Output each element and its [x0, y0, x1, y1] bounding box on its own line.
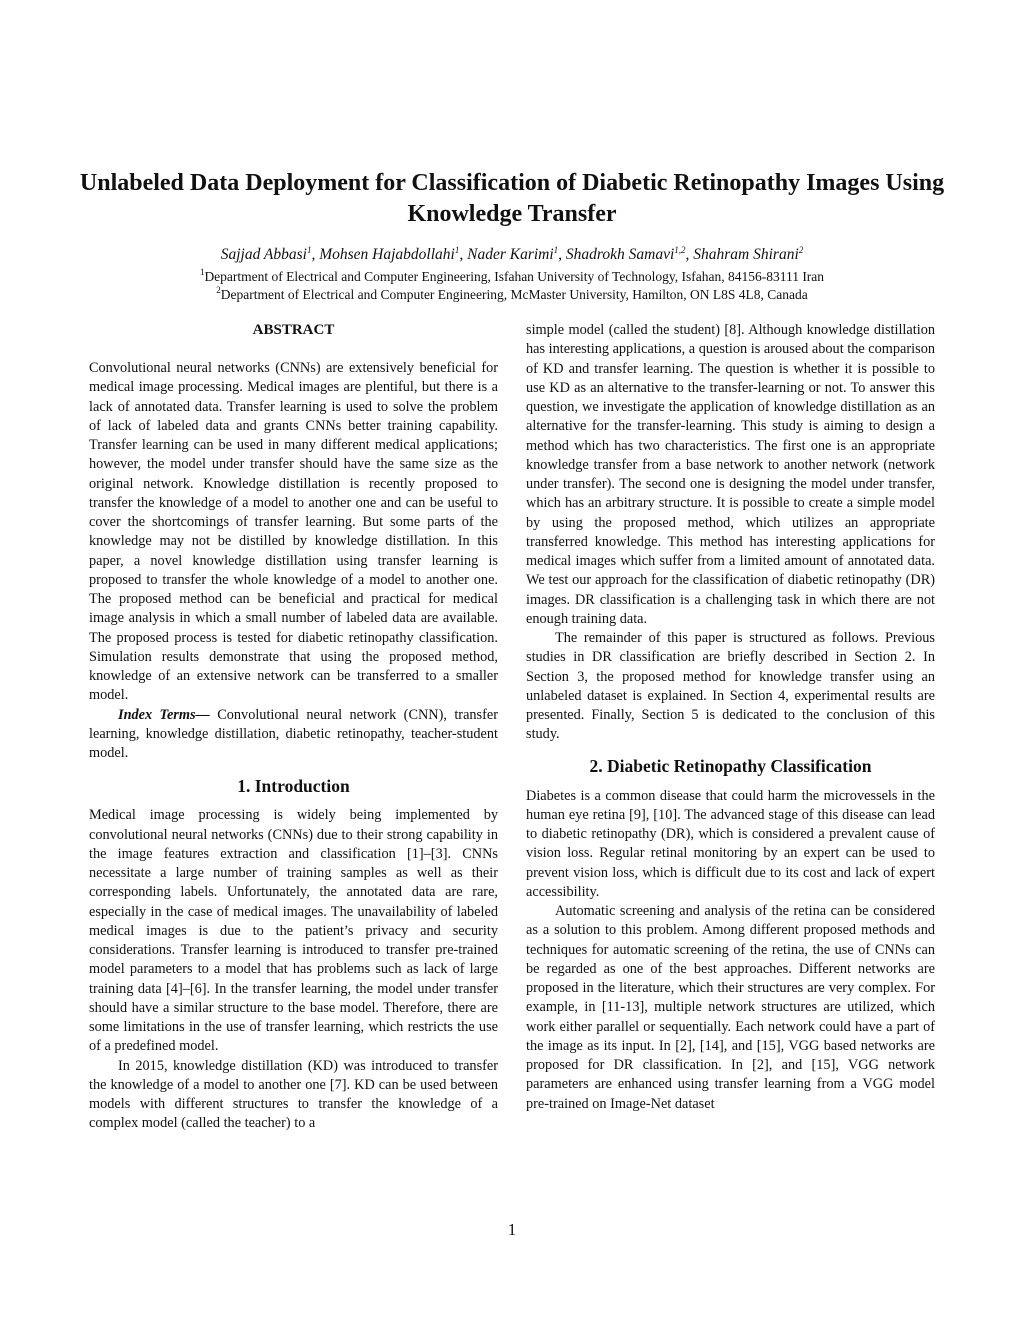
paragraph: The remainder of this paper is structured as follows. Previous studies in DR classification are briefly described in Section 2. In Section 3, the proposed method for knowledge transfer using an unlabeled dataset is explained. In Section 4, experimental results are presented. Finally, Section 5 is dedicated to the conclusion of this study.: [526, 630, 935, 743]
index-terms-label: Index Terms—: [118, 706, 210, 723]
author-name: Mohsen Hajabdollahi: [319, 246, 455, 263]
affiliation-mark: 1: [199, 267, 205, 277]
author-affiliation-mark: 1: [553, 245, 559, 255]
abstract-heading: ABSTRACT: [252, 322, 335, 338]
left-column: [89, 320, 498, 1134]
affiliation-text: Department of Electrical and Computer Engineering, McMaster University, Hamilton, ON L8S 4L8, Canada: [220, 287, 808, 302]
author-name: Shahram Shirani: [693, 246, 799, 263]
paragraph: Diabetes is a common disease that could harm the microvessels in the human eye retina [9], [10]. The advanced stage of this disease can lead to diabetic retinopathy (DR), which is considered a prevalent cause of vision loss. Regular retinal monitoring by an expert can be used to prevent vision loss, which is difficult due to its cost and lack of expert accessibility.: [526, 787, 935, 900]
paragraph: In 2015, knowledge distillation (KD) was introduced to transfer the knowledge of a model to another one [7]. KD can be used between models with different structures to transfer the knowledge of a complex model (called the teacher) to a: [89, 1057, 498, 1132]
affiliation: [60, 286, 964, 304]
author-name: Nader Karimi: [467, 246, 554, 263]
paragraph: Automatic screening and analysis of the retina can be considered as a solution to this problem. Among different proposed methods and techniques for automatic screening of the retina, the use of CNNs can be regarded as one of the best approaches. Different networks are proposed in the literature, which their structures are very complex. For example, in [11-13], multiple network structures are utilized, which work either parallel or sequentially. Each network could have a part of the image as its input. In [2], [14], and [15], VGG based networks are proposed for DR classification. In [2], and [15], VGG network parameters are enhanced using transfer learning from a VGG model pre-trained on Image-Net dataset: [526, 903, 935, 1112]
affiliation-text: Department of Electrical and Computer Engineering, Isfahan University of Technology, Isfahan, 84156-83111 Iran: [204, 269, 825, 284]
abstract-text: Convolutional neural networks (CNNs) are extensively beneficial for medical image processing. Medical images are plentiful, but there is a lack of annotated data. Transfer learning is used to solve the problem of lack of labeled data and grants CNNs better training capability. Transfer learning can be used in many different medical applications; however, the model under transfer should have the same size as the original network. Knowledge distillation is recently proposed to transfer the knowledge of a model to another one and can be useful to cover the shortcomings of transfer learning. But some parts of the knowledge may not be distilled by knowledge distillation. In this paper, a novel knowledge distillation using transfer learning is proposed to transfer the whole knowledge of a model to another one. The proposed method can be beneficial and practical for medical image analysis in which a small number of labeled data are available. The proposed process is tested for diabetic retinopathy classification. Simulation results demonstrate that using the proposed method, knowledge of an extensive network can be transferred to a smaller model.: [89, 360, 498, 704]
author-affiliation-mark: 1: [306, 245, 312, 255]
index-terms-text: Convolutional neural network (CNN), transfer learning, knowledge distillation, diabetic retinopathy, teacher-student model.: [89, 706, 498, 761]
section-heading: 1. Introduction: [237, 776, 350, 797]
author-affiliation-mark: 1,2: [674, 245, 686, 255]
section-heading: 2. Diabetic Retinopathy Classification: [589, 755, 872, 776]
right-column: [526, 321, 935, 1114]
page-number: 1: [507, 1220, 517, 1239]
author-name: Sajjad Abbasi: [220, 246, 307, 263]
affiliation-mark: 2: [216, 285, 221, 295]
author-list: Sajjad Abbasi$^1$, Mohsen Hajabdollahi$^1$, Nader Karimi$^1$, Shadrokh Samavi$^{1,2}$, Shahram Shirani$^2$: [220, 245, 804, 263]
paragraph: Medical image processing is widely being implemented by convolutional neural networks (CNNs) due to their strong capability in the image features extraction and classification [1]–[3]. CNNs necessitate a large number of training samples as well as their corresponding labels. Unfortunately, the annotated data are rare, especially in the case of medical images. The unavailability of labeled medical images is due to the patient’s privacy and security considerations. Transfer learning is introduced to transfer pre-trained model parameters to a model that has problems such as lack of large training data [4]–[6]. In the transfer learning, the model under transfer should have a similar structure to the base model. Therefore, there are some limitations in the use of transfer learning, which restricts the use of a predefined model.: [89, 807, 498, 1055]
author-affiliation-mark: 1: [454, 245, 460, 255]
author-affiliation-mark: 2: [798, 245, 804, 255]
paragraph: simple model (called the student) [8]. Although knowledge distillation has interesting applications, a question is aroused about the comparison of KD and transfer learning. The question is whether it is possible to use KD as an alternative to the transfer-learning or not. To answer this question, we investigate the application of knowledge distillation as an alternative for the transfer-learning. This study is aiming to design a method which has two characteristics. The first one is an appropriate knowledge transfer from a base network to another network (network under transfer). The second one is designing the model under transfer, which has an arbitrary structure. It is possible to create a simple model by using the proposed method, which utilizes an appropriate transferred knowledge. This method has interesting applications for medical images which suffer from a limited amount of annotated data. We test our approach for the classification of diabetic retinopathy (DR) images. DR classification is a challenging task in which there are not enough training data.: [526, 322, 935, 627]
paper-title: Unlabeled Data Deployment for Classification of Diabetic Retinopathy Images Using Knowledge Transfer: [79, 170, 945, 227]
affiliation: [60, 268, 964, 286]
author-name: Shadrokh Samavi: [565, 246, 675, 263]
index-terms: [89, 706, 498, 764]
